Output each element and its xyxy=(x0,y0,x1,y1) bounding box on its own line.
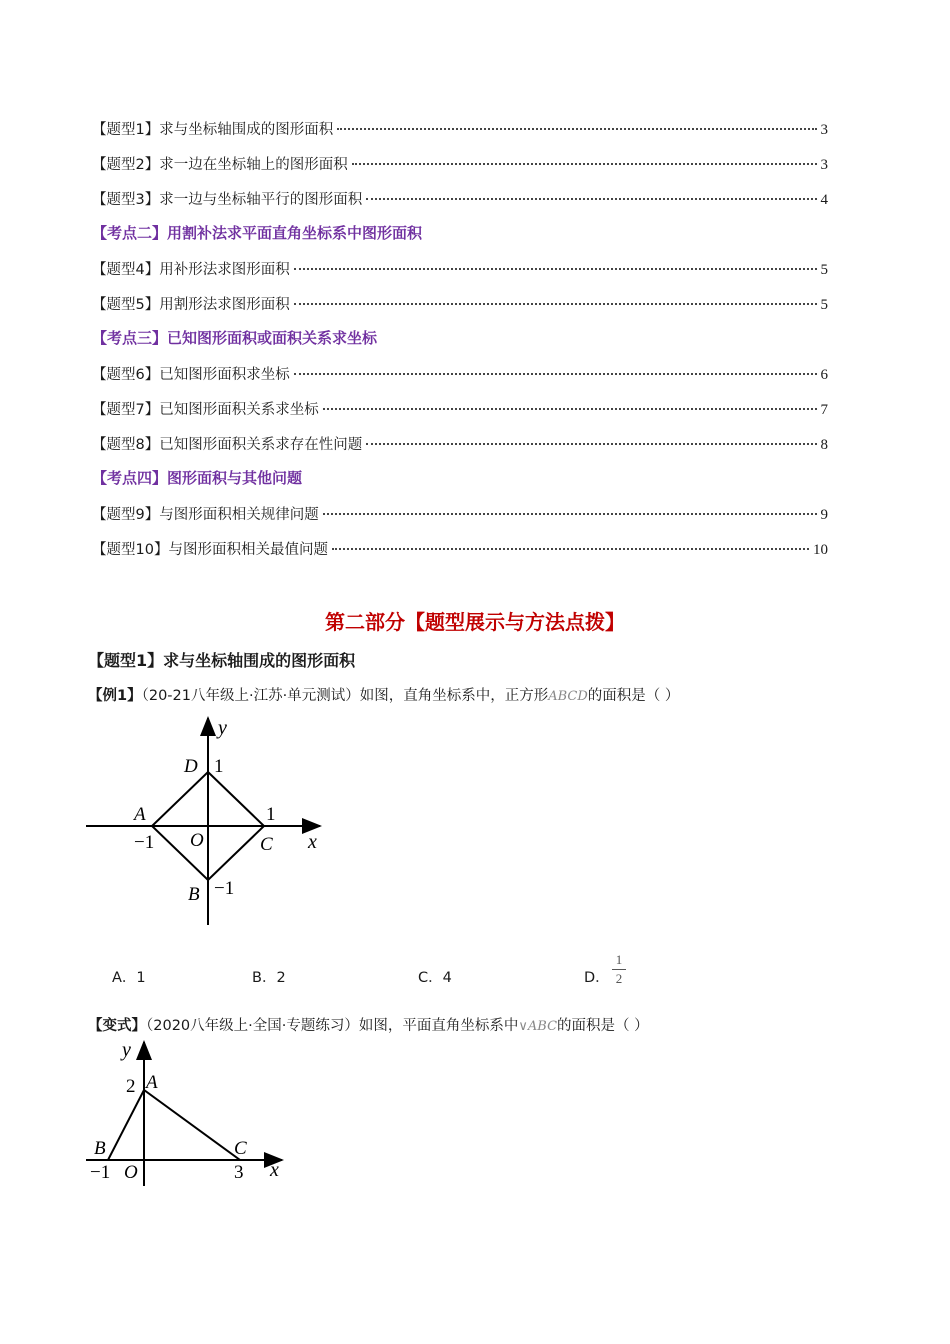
label-a: A xyxy=(146,1072,158,1093)
label-b: B xyxy=(94,1138,106,1159)
toc-leader-dots xyxy=(294,373,817,375)
label-neg1-b: −1 xyxy=(214,878,235,899)
toc-leader-dots xyxy=(294,268,817,270)
option-c: C．4 xyxy=(418,970,452,986)
option-d-fraction xyxy=(612,952,626,987)
toc-entry-label: 【题型3】求一边与坐标轴平行的图形面积 xyxy=(92,192,363,208)
toc-entry-label: 【题型5】用割形法求图形面积 xyxy=(92,297,290,313)
toc-section-heading: 【考点二】用割补法求平面直角坐标系中图形面积 xyxy=(92,224,423,242)
label-y: y xyxy=(218,717,227,739)
example-math: ABCD xyxy=(548,689,588,704)
toc-entry-label: 【题型4】用补形法求图形面积 xyxy=(92,262,290,278)
toc-page-number: 9 xyxy=(820,507,828,523)
toc-entry[interactable] xyxy=(92,538,828,560)
toc-entry[interactable] xyxy=(92,363,828,385)
toc-leader-dots xyxy=(323,513,817,515)
toc-leader-dots xyxy=(332,548,809,550)
toc-entry[interactable] xyxy=(92,188,828,210)
toc-entry-label: 【题型10】与图形面积相关最值问题 xyxy=(92,542,328,558)
label-c: C xyxy=(260,834,273,855)
label-neg1: −1 xyxy=(134,832,155,853)
example-text: （20-21八年级上·江苏·单元测试）如图，直角坐标系中，正方形 xyxy=(141,688,549,704)
section-title: 【题型1】求与坐标轴围成的图形面积 xyxy=(88,651,356,670)
toc-entry[interactable] xyxy=(92,293,828,315)
toc-page-number: 5 xyxy=(820,262,828,278)
variant-text: （2020八年级上·全国·专题练习）如图，平面直角坐标系中 xyxy=(146,1018,519,1034)
label-three: 3 xyxy=(234,1162,244,1183)
label-one-top: 1 xyxy=(214,756,224,777)
toc-section-heading: 【考点四】图形面积与其他问题 xyxy=(92,469,303,487)
label-x: x xyxy=(270,1159,279,1181)
toc-entry[interactable] xyxy=(92,153,828,175)
toc-page-number: 6 xyxy=(820,367,828,383)
option-b: B．2 xyxy=(252,970,286,986)
toc-entry[interactable] xyxy=(92,258,828,280)
toc-entry[interactable] xyxy=(92,118,828,140)
label-neg1: −1 xyxy=(90,1162,111,1183)
fraction-numerator: 1 xyxy=(615,952,623,967)
label-y: y xyxy=(122,1039,131,1061)
toc-page-number: 3 xyxy=(820,157,828,173)
toc-leader-dots xyxy=(352,163,817,165)
example-tag: 【例1】 xyxy=(88,688,142,704)
part-title: 第二部分【题型展示与方法点拨】 xyxy=(325,610,625,634)
variant-text-after: 的面积是（ ） xyxy=(557,1018,649,1034)
toc-page-number: 10 xyxy=(813,542,828,558)
label-x: x xyxy=(308,831,317,853)
toc-page-number: 5 xyxy=(820,297,828,313)
variant-tag: 【变式】 xyxy=(88,1018,146,1034)
option-d: D． xyxy=(584,970,610,986)
toc-entry-label: 【题型7】已知图形面积关系求坐标 xyxy=(92,402,319,418)
toc-entry-label: 【题型9】与图形面积相关规律问题 xyxy=(92,507,319,523)
fraction-denominator: 2 xyxy=(615,971,623,986)
triangle-abc xyxy=(108,1090,240,1160)
label-d: D xyxy=(184,756,198,777)
variant-math: ∨ABC xyxy=(518,1019,558,1034)
toc-entry[interactable] xyxy=(92,398,828,420)
label-o: O xyxy=(124,1162,138,1183)
toc-page-number: 7 xyxy=(820,402,828,418)
variant-question xyxy=(88,1014,649,1035)
toc-section-heading: 【考点三】已知图形面积或面积关系求坐标 xyxy=(92,329,378,347)
option-a: A．1 xyxy=(112,970,146,986)
toc-page-number: 3 xyxy=(820,122,828,138)
example-text-after: 的面积是（ ） xyxy=(587,688,680,704)
toc-page-number: 8 xyxy=(820,437,828,453)
toc-entry[interactable] xyxy=(92,503,828,525)
example-question xyxy=(88,684,679,705)
toc-leader-dots xyxy=(366,443,816,445)
label-two: 2 xyxy=(126,1076,136,1097)
label-c: C xyxy=(234,1138,247,1159)
toc-leader-dots xyxy=(366,198,816,200)
toc-entry[interactable] xyxy=(92,433,828,455)
label-a: A xyxy=(134,804,146,825)
toc-leader-dots xyxy=(294,303,817,305)
toc-leader-dots xyxy=(337,128,816,130)
label-o: O xyxy=(190,830,204,851)
toc-entry-label: 【题型1】求与坐标轴围成的图形面积 xyxy=(92,122,334,138)
toc-page-number: 4 xyxy=(820,192,828,208)
toc-entry-label: 【题型8】已知图形面积关系求存在性问题 xyxy=(92,437,363,453)
toc-leader-dots xyxy=(323,408,817,410)
fraction-bar xyxy=(612,969,626,970)
figure-square xyxy=(80,710,340,930)
toc-entry-label: 【题型6】已知图形面积求坐标 xyxy=(92,367,290,383)
label-b: B xyxy=(188,884,200,905)
label-one-right: 1 xyxy=(266,804,276,825)
figure-triangle xyxy=(80,1036,300,1196)
toc-entry-label: 【题型2】求一边在坐标轴上的图形面积 xyxy=(92,157,348,173)
